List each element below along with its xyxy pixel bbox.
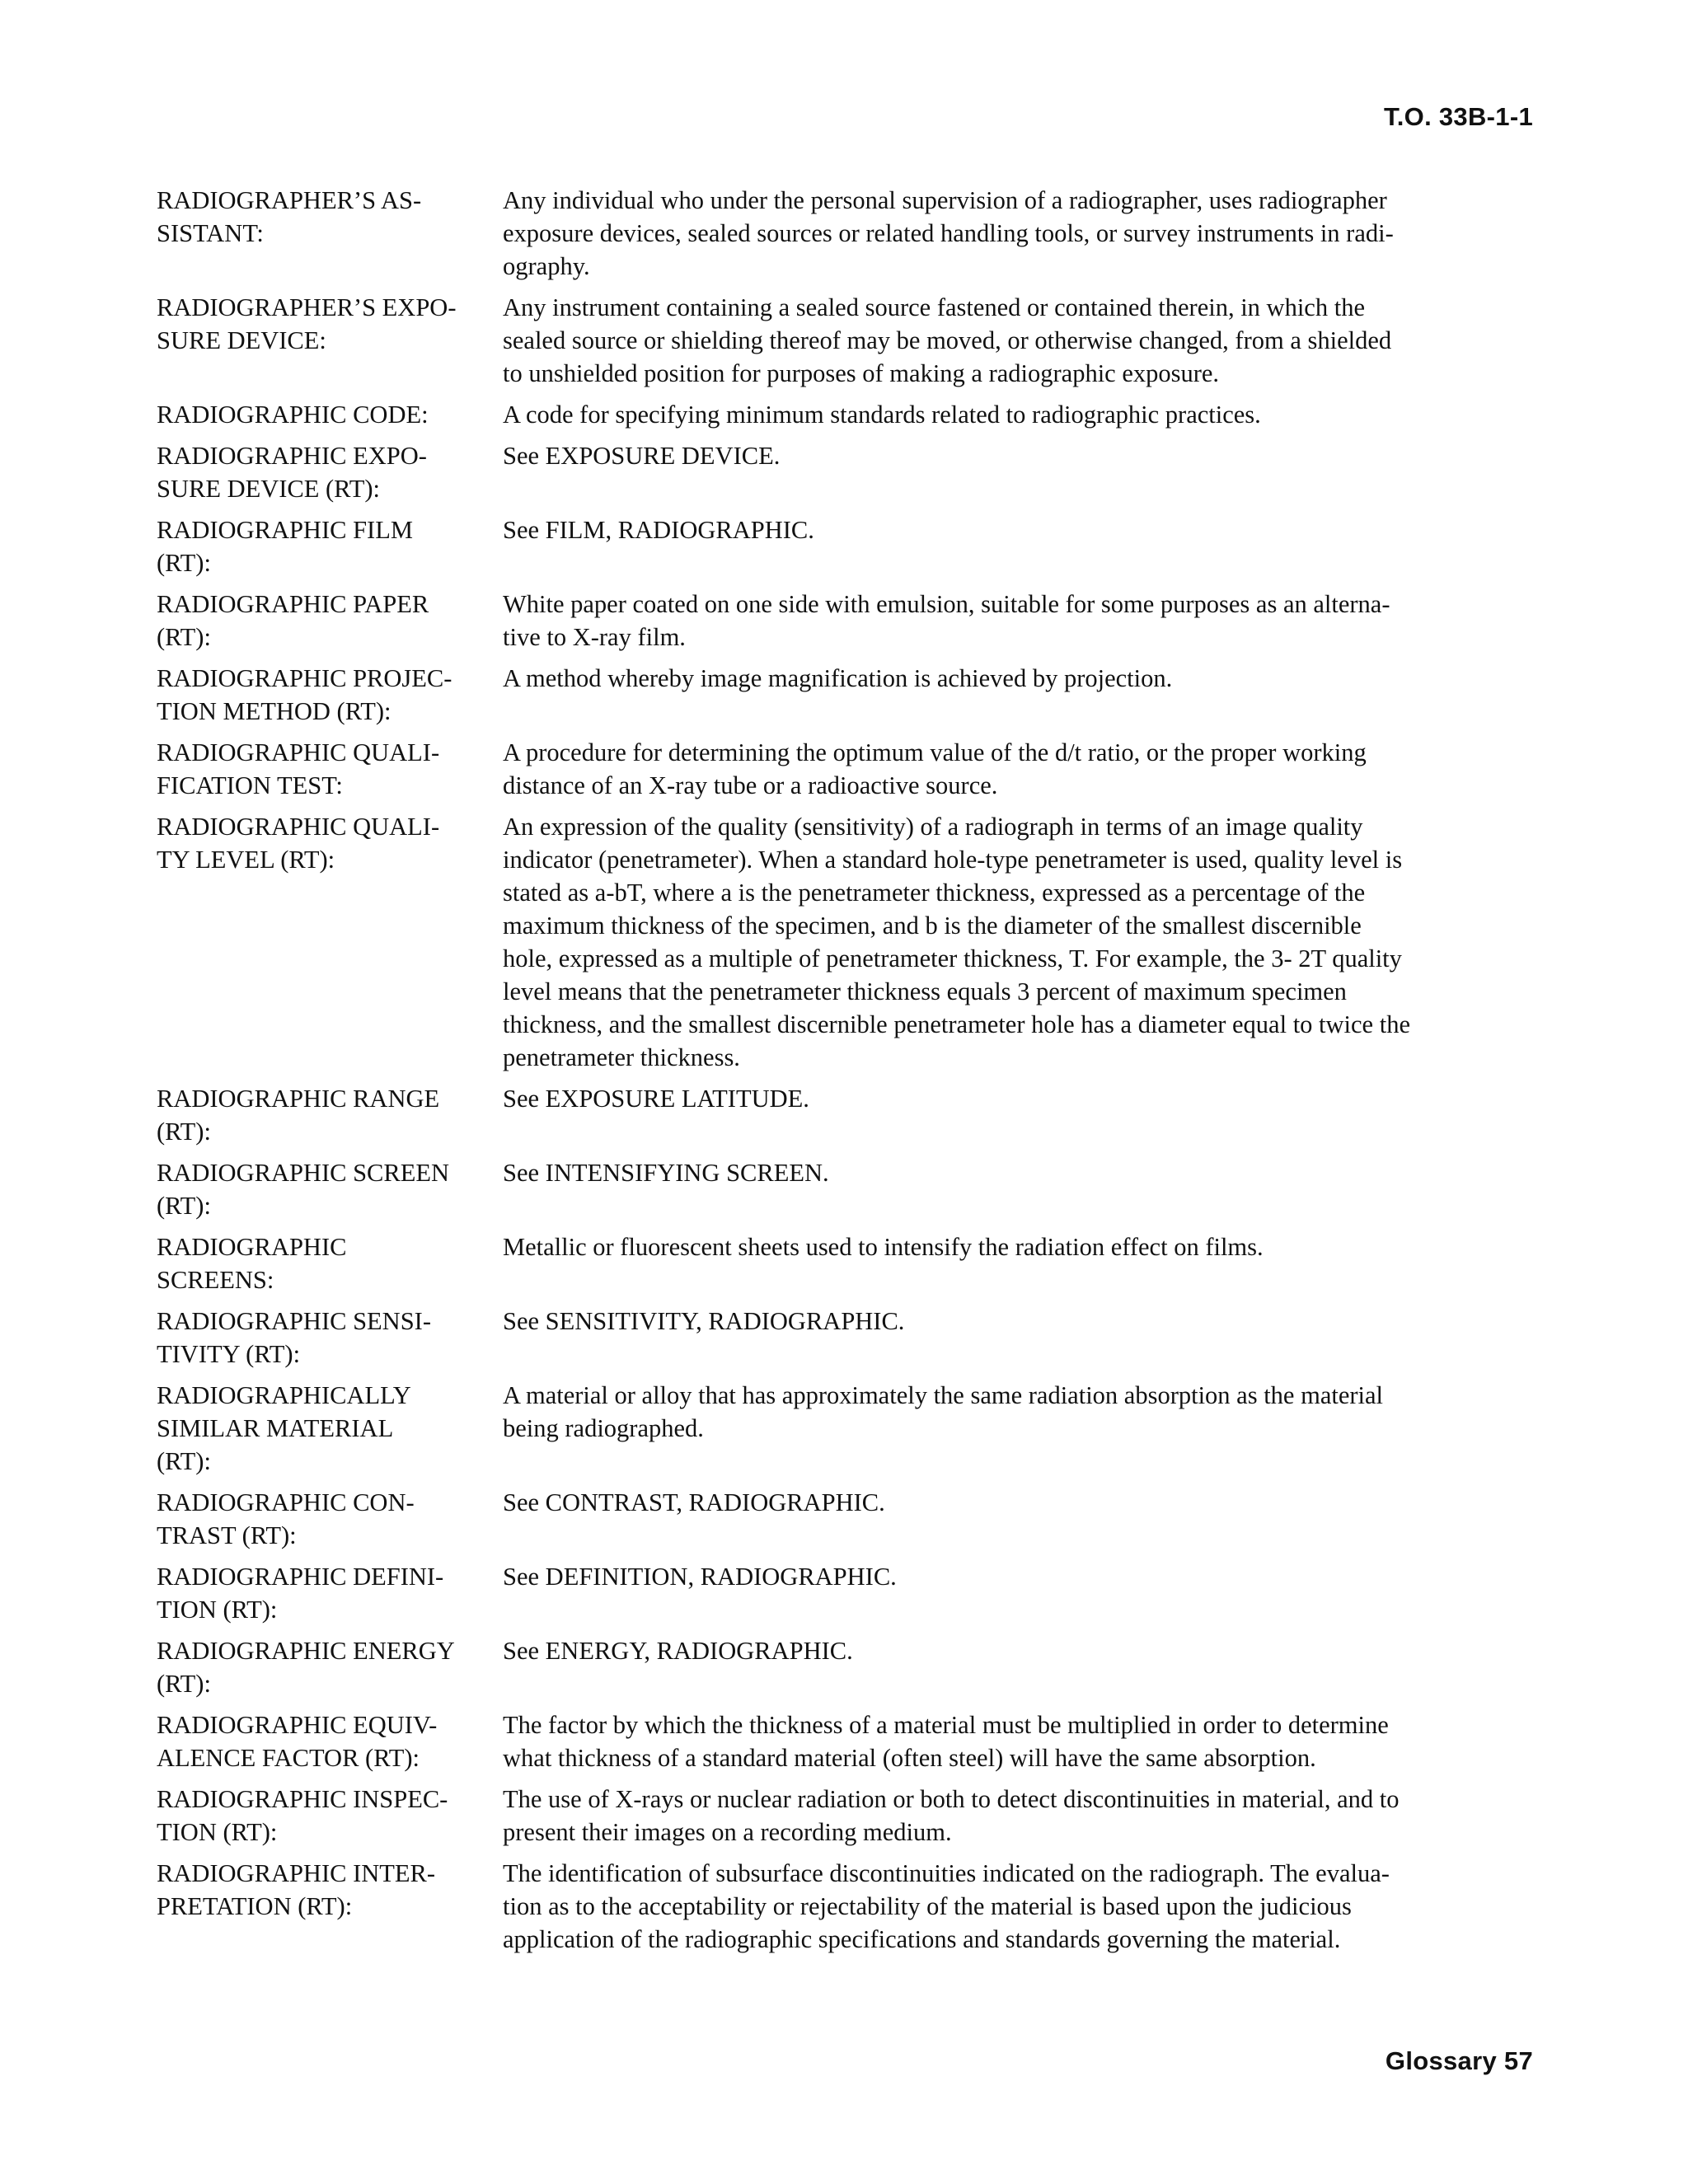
glossary-term: RADIOGRAPHICALLY SIMILAR MATERIAL (RT):: [157, 1381, 411, 1475]
glossary-term: RADIOGRAPHIC DEFINI- TION (RT):: [157, 1563, 444, 1624]
glossary-term: RADIOGRAPHIC RANGE (RT):: [157, 1085, 440, 1146]
glossary-term: RADIOGRAPHIC EQUIV- ALENCE FACTOR (RT):: [157, 1711, 438, 1772]
glossary-term: RADIOGRAPHIC INSPEC- TION (RT):: [157, 1785, 448, 1846]
glossary-entry: [157, 1379, 1533, 1478]
glossary-definition: A material or alloy that has approximately the same radiation absorption as the material being radiographed.: [503, 1381, 1384, 1442]
glossary-entry: [157, 184, 1533, 283]
glossary-entry: [157, 736, 1533, 802]
glossary-term: RADIOGRAPHIC QUALI- TY LEVEL (RT):: [157, 813, 440, 874]
glossary-term: RADIOGRAPHIC ENERGY (RT):: [157, 1637, 455, 1698]
glossary-definition: A code for specifying minimum standards related to radiographic practices.: [503, 401, 1261, 429]
glossary-term: RADIOGRAPHIC PROJEC- TION METHOD (RT):: [157, 664, 452, 725]
glossary-entry: [157, 588, 1533, 654]
glossary-entry: [157, 291, 1533, 390]
glossary-definition: See INTENSIFYING SCREEN.: [503, 1159, 829, 1187]
glossary-term: RADIOGRAPHIC CON- TRAST (RT):: [157, 1488, 415, 1549]
glossary-definition: See ENERGY, RADIOGRAPHIC.: [503, 1637, 853, 1665]
glossary-term: RADIOGRAPHIC SCREENS:: [157, 1233, 347, 1294]
glossary-term: RADIOGRAPHER’S EXPO- SURE DEVICE:: [157, 293, 457, 354]
glossary-entry: [157, 1082, 1533, 1148]
glossary-term: RADIOGRAPHIC SENSI- TIVITY (RT):: [157, 1307, 431, 1368]
glossary-entry: [157, 810, 1533, 1074]
glossary-entry: [157, 1305, 1533, 1371]
glossary-definition: See SENSITIVITY, RADIOGRAPHIC.: [503, 1307, 905, 1335]
glossary-definition: White paper coated on one side with emulsion, suitable for some purposes as an alterna- tive to X-ray film.: [503, 590, 1390, 651]
glossary-definition: The identification of subsurface discontinuities indicated on the radiograph. The evalua- tion as to the acceptability or rejectability of the material is based upon the judicious application of the radiographic specifications and standards governing the material.: [503, 1859, 1390, 1953]
glossary-term: RADIOGRAPHIC SCREEN (RT):: [157, 1159, 450, 1220]
glossary-term: RADIOGRAPHIC QUALI- FICATION TEST:: [157, 738, 440, 799]
glossary-entry: [157, 1857, 1533, 1956]
glossary-definition: The factor by which the thickness of a material must be multiplied in order to determine what thickness of a standard material (often steel) will have the same absorption.: [503, 1711, 1389, 1772]
glossary-definition: Any instrument containing a sealed source fastened or contained therein, in which the sealed source or shielding thereof may be moved, or otherwise changed, from a shielded to unshielded position for purposes of making a radiographic exposure.: [503, 293, 1392, 387]
glossary-term: RADIOGRAPHIC INTER- PRETATION (RT):: [157, 1859, 436, 1920]
glossary-entry: [157, 439, 1533, 505]
glossary-definition: See DEFINITION, RADIOGRAPHIC.: [503, 1563, 897, 1591]
glossary-list: [157, 184, 1533, 1964]
glossary-term: RADIOGRAPHIC PAPER (RT):: [157, 590, 429, 651]
glossary-definition: A method whereby image magnification is achieved by projection.: [503, 664, 1173, 692]
glossary-definition: See FILM, RADIOGRAPHIC.: [503, 516, 814, 544]
document-number: T.O. 33B-1-1: [1383, 102, 1533, 131]
glossary-entry: [157, 1156, 1533, 1222]
glossary-definition: See EXPOSURE DEVICE.: [503, 442, 781, 470]
glossary-term: RADIOGRAPHIC EXPO- SURE DEVICE (RT):: [157, 442, 427, 503]
glossary-term: RADIOGRAPHIC CODE:: [157, 401, 429, 429]
glossary-definition: A procedure for determining the optimum value of the d/t ratio, or the proper working distance of an X-ray tube or a radioactive source.: [503, 738, 1367, 799]
page-number: Glossary 57: [1385, 2046, 1533, 2075]
glossary-entry: [157, 1708, 1533, 1774]
glossary-entry: [157, 1634, 1533, 1700]
glossary-entry: [157, 1230, 1533, 1296]
glossary-entry: [157, 1560, 1533, 1626]
glossary-definition: Metallic or fluorescent sheets used to intensify the radiation effect on films.: [503, 1233, 1264, 1261]
glossary-entry: [157, 1486, 1533, 1552]
glossary-entry: [157, 662, 1533, 728]
glossary-definition: See EXPOSURE LATITUDE.: [503, 1085, 809, 1113]
glossary-entry: [157, 1783, 1533, 1849]
glossary-term: RADIOGRAPHER’S AS- SISTANT:: [157, 186, 422, 247]
glossary-definition: Any individual who under the personal supervision of a radiographer, uses radiographer exposure devices, sealed sources or related handling tools, or survey instruments in radi- ography.: [503, 186, 1394, 280]
glossary-definition: The use of X-rays or nuclear radiation or both to detect discontinuities in material, and to present their images on a recording medium.: [503, 1785, 1400, 1846]
glossary-entry: [157, 513, 1533, 579]
glossary-entry: [157, 398, 1533, 431]
glossary-definition: See CONTRAST, RADIOGRAPHIC.: [503, 1488, 885, 1516]
glossary-definition: An expression of the quality (sensitivity) of a radiograph in terms of an image quality indicator (penetrameter). When a standard hole-type penetrameter is used, quality level is stated as a-bT, where a is the penetrameter thickness, expressed as a percentage of the maximum thickness of the specimen, and b is the diameter of the smallest discernible hole, expressed as a multiple of penetrameter thickness, T. For example, the 3- 2T quality level means that the penetrameter thickness equals 3 percent of maximum specimen thickness, and the smallest discernible penetrameter hole has a diameter equal to twice the penetrameter thickness.: [503, 813, 1410, 1071]
glossary-term: RADIOGRAPHIC FILM (RT):: [157, 516, 413, 577]
